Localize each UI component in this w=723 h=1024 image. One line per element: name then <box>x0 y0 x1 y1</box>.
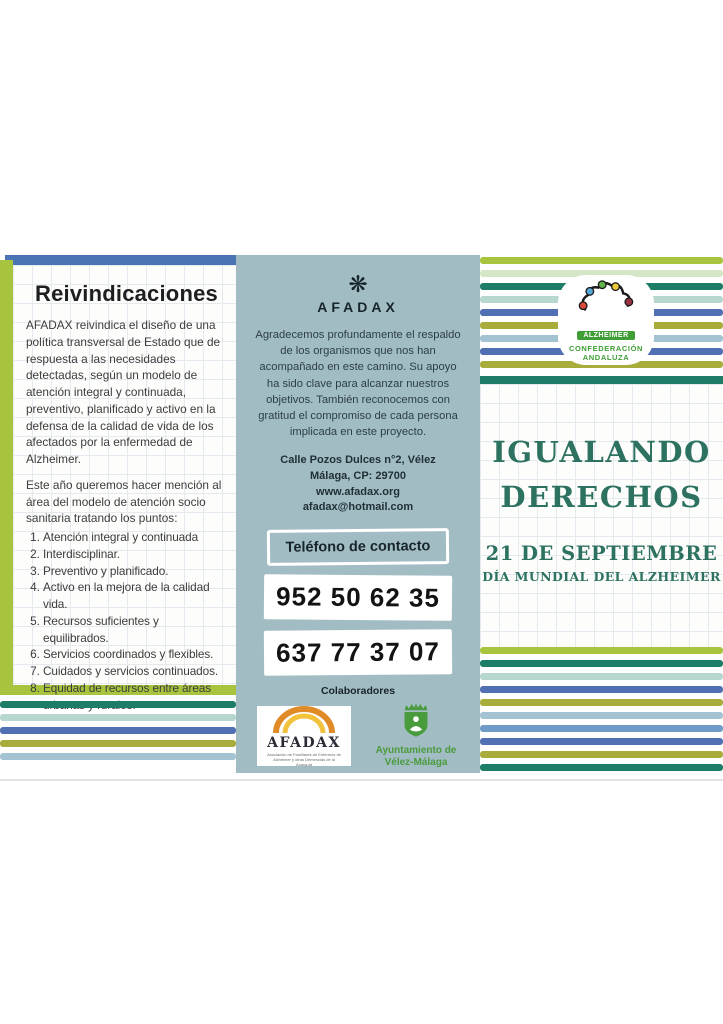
alzheimer-confederacion-logo <box>558 275 654 365</box>
main-title <box>480 430 723 520</box>
phone-label-box <box>267 528 449 566</box>
divider-bar <box>480 376 723 384</box>
list-item: 6. Servicios coordinados y flexibles. <box>43 646 227 663</box>
afadax-logo-name: AFADAX <box>267 734 341 751</box>
email-link[interactable]: afadax@hotmail.com <box>302 501 414 514</box>
left-sheet-content <box>13 265 236 695</box>
stripe-pattern <box>480 647 723 771</box>
page-divider-line <box>0 779 723 781</box>
phone-number-1: 952 50 62 35 <box>264 575 452 622</box>
afadax-logo-tagline: Asociación de Familiares de Enfermos de Alzheimer y otras Demencias de la Axarquía <box>267 751 341 767</box>
panel-title <box>480 255 723 773</box>
list-item: 4. Activo en la mejora de la calidad vida. <box>43 579 227 613</box>
afadax-logo <box>257 706 351 766</box>
gratitude-paragraph: Agradecemos profundamente el respaldo de los organismos que nos han acompañado en este camino. Su apoyo ha sido clave para alcanzar nuestros objetivos. También reconocemos con gratitud el compromiso de cada persona implicada en este proyecto. <box>255 329 461 439</box>
main-title-line-1: IGUALANDO <box>492 435 711 469</box>
ayuntamiento-text: Ayuntamiento de Vélez-Málaga <box>375 745 457 769</box>
list-item: 3. Preventivo y planificado. <box>43 563 227 580</box>
event-subtitle: DÍA MUNDIAL DEL ALZHEIMER <box>482 568 721 584</box>
andaluza-label: ANDALUZA <box>582 353 630 362</box>
demands-list <box>43 529 227 713</box>
left-sheet <box>0 255 236 695</box>
collaborator-logos <box>236 702 480 769</box>
list-item: 7. Cuidados y servicios continuados. <box>43 663 227 680</box>
website-link[interactable]: www.afadax.org <box>316 485 400 498</box>
list-item: 8. Equidad de recursos entre áreas <box>43 680 227 714</box>
address-block <box>236 453 480 517</box>
panel-contact <box>236 255 480 773</box>
event-date: 21 DE SEPTIEMBRE <box>485 541 718 565</box>
sheet-left-border <box>0 260 13 695</box>
list-item: 5. Recursos suficientes y equilibrados. <box>43 613 227 647</box>
left-panel-title: Reivindicaciones <box>35 281 218 306</box>
people-circle-icon <box>574 279 638 319</box>
panel-reivindicaciones <box>0 255 236 773</box>
sheet-top-border <box>5 255 236 265</box>
list-item: 1. Atención integral y continuada <box>43 529 227 546</box>
afadax-arc-icon <box>268 709 340 733</box>
left-paragraph-1: AFADAX reivindica el diseño de una política transversal de Estado que de respuesta a las necesidades detectadas, según un modelo de atención integral y continuada, preventivo, planificado y activo en la defensa de la calidad de vida de los afectados por la enfermedad de Alzheimer. <box>26 318 221 466</box>
phone-number-2: 637 77 37 07 <box>264 630 452 677</box>
afadax-org-name: AFADAX <box>317 299 399 315</box>
main-title-line-2: DERECHOS <box>500 479 703 514</box>
collaborators-label: Colaboradores <box>320 685 396 698</box>
title-area <box>480 384 723 647</box>
left-paragraph-2: Este año queremos hacer mención al área del modelo de atención socio sanitaria tratando los puntos: <box>26 477 222 526</box>
list-item: 2. Interdisciplinar. <box>43 546 227 563</box>
confederacion-label: CONFEDERACIÓN <box>568 344 644 353</box>
stripe-pattern <box>0 701 236 760</box>
address-line-1: Calle Pozos Dulces n°2, Vélez <box>280 453 436 466</box>
phone-label: Teléfono de contacto <box>285 538 431 557</box>
alzheimer-badge: ALZHEIMER <box>577 331 634 340</box>
ayuntamiento-logo <box>373 702 459 769</box>
trifold-brochure <box>0 255 723 773</box>
address-line-2: Málaga, CP: 29700 <box>310 469 406 482</box>
afadax-asterisk-icon: ❋ <box>348 271 368 297</box>
ayuntamiento-crest-icon <box>401 702 431 738</box>
